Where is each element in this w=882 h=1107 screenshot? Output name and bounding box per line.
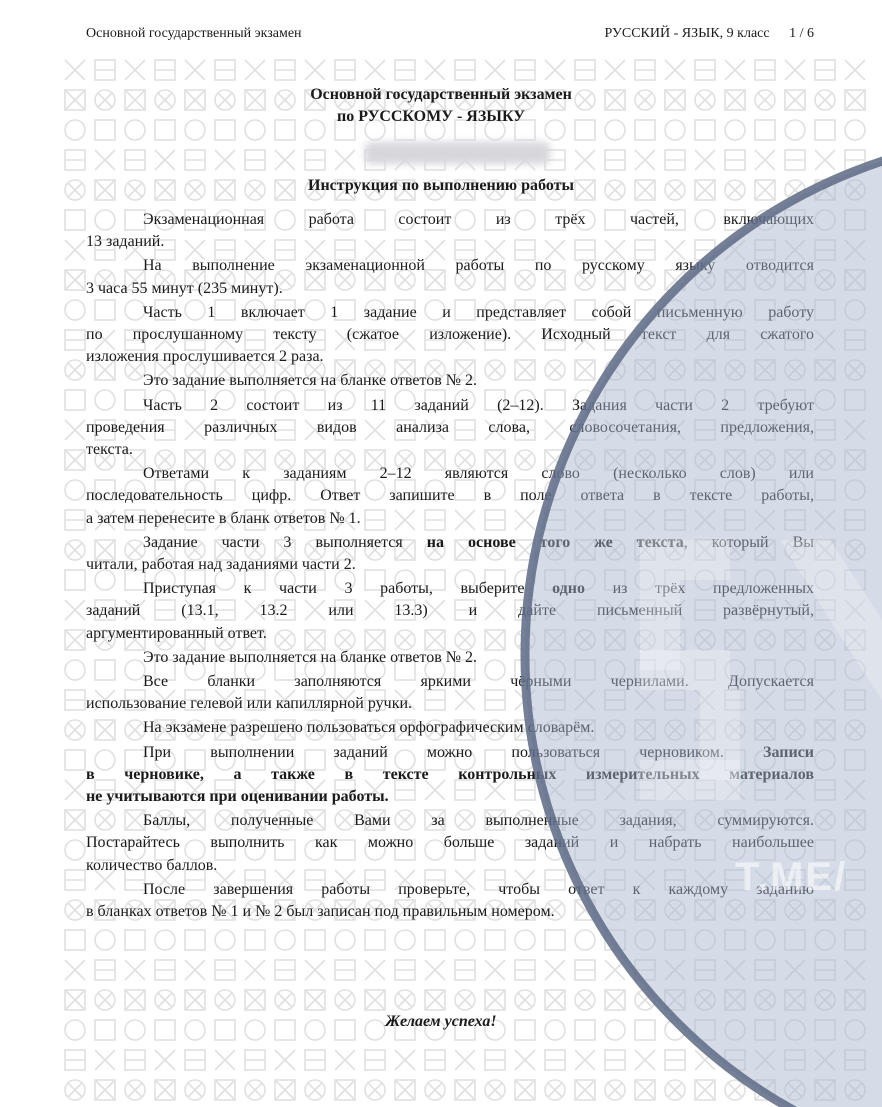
bold-text: на основе того же текста — [426, 533, 684, 551]
watermark-glyph — [305, 1050, 325, 1070]
text-line: изложения прослушивается 2 раза. — [86, 348, 324, 366]
watermark-glyph — [545, 960, 565, 980]
blurred-code — [365, 142, 550, 164]
text-span: Задание части 3 выполняется — [143, 533, 403, 551]
watermark-glyph — [425, 1050, 445, 1070]
watermark-glyph — [65, 300, 85, 320]
watermark-glyph — [845, 870, 865, 890]
text-line: последовательность цифр. Ответ запишите в поле ответа в тексте работы, — [86, 487, 814, 505]
watermark-glyph — [635, 1050, 655, 1070]
watermark-glyph — [65, 720, 85, 740]
watermark-glyph — [605, 960, 625, 980]
watermark-glyph — [845, 630, 865, 650]
watermark-glyph — [575, 930, 595, 950]
watermark-glyph — [845, 960, 865, 980]
watermark-glyph — [455, 990, 475, 1010]
paragraph — [86, 209, 814, 253]
watermark-glyph — [515, 1080, 535, 1100]
watermark-glyph — [485, 990, 505, 1010]
watermark-glyph — [545, 1050, 565, 1070]
watermark-glyph — [845, 840, 865, 860]
text-span: , который Вы — [683, 533, 815, 551]
watermark-glyph — [245, 60, 265, 80]
text-line: не учитываются при оценивании работы. — [86, 788, 389, 806]
watermark-glyph — [605, 150, 625, 170]
text-line: использование гелевой или капиллярной ручки. — [86, 695, 413, 713]
text-line: 13 заданий. — [86, 233, 165, 251]
watermark-glyph — [95, 1050, 115, 1070]
watermark-glyph — [335, 1080, 355, 1100]
watermark-glyph — [845, 930, 865, 950]
watermark-glyph — [215, 990, 235, 1010]
instructions-body — [86, 209, 814, 925]
watermark-glyph — [635, 990, 655, 1010]
text-line: заданий (13.1, 13.2 или 13.3) и дайте письменный развёрнутый, — [86, 602, 814, 620]
watermark-glyph — [815, 960, 835, 980]
watermark-glyph — [845, 540, 865, 560]
watermark-glyph — [845, 660, 865, 680]
watermark-glyph — [515, 60, 535, 80]
text-line: а затем перенесите в бланк ответов № 1. — [86, 509, 361, 527]
watermark-glyph — [245, 990, 265, 1010]
paragraph — [86, 671, 814, 715]
watermark-glyph — [185, 990, 205, 1010]
bold-text: одно — [552, 580, 585, 598]
paragraph — [86, 879, 814, 923]
watermark-glyph — [365, 930, 385, 950]
watermark-glyph — [845, 990, 865, 1010]
watermark-glyph — [635, 960, 655, 980]
watermark-glyph — [335, 990, 355, 1010]
text-line: На выполнение экзаменационной работы по русскому языку отводится — [143, 257, 814, 275]
paragraph — [86, 647, 814, 669]
watermark-glyph — [95, 60, 115, 80]
watermark-glyph — [485, 960, 505, 980]
watermark-glyph — [425, 990, 445, 1010]
watermark-glyph — [845, 570, 865, 590]
text-line: Постарайтесь выполнить как можно больше заданий и набрать наибольшее — [86, 834, 814, 852]
watermark-glyph — [215, 930, 235, 950]
watermark-glyph — [305, 60, 325, 80]
watermark-glyph — [815, 570, 835, 590]
text-line: Часть 2 состоит из 11 заданий (2–12). Задания части 2 требуют — [143, 396, 814, 414]
watermark-glyph — [665, 930, 685, 950]
watermark-glyph — [125, 1080, 145, 1100]
watermark-glyph — [845, 60, 865, 80]
watermark-glyph — [755, 150, 775, 170]
watermark-glyph — [665, 60, 685, 80]
watermark-glyph — [845, 810, 865, 830]
watermark-glyph — [95, 990, 115, 1010]
watermark-glyph — [755, 1050, 775, 1070]
watermark-glyph — [65, 60, 85, 80]
text-line: Экзаменационная работа состоит из трёх частей, включающих — [143, 211, 814, 228]
watermark-glyph — [815, 690, 835, 710]
watermark-glyph — [455, 1080, 475, 1100]
header-subject: РУССКИЙ - ЯЗЫК, 9 класс — [604, 26, 770, 41]
watermark-glyph — [575, 1080, 595, 1100]
watermark-glyph — [725, 960, 745, 980]
watermark-glyph — [335, 960, 355, 980]
watermark-glyph — [755, 990, 775, 1010]
watermark-glyph — [575, 990, 595, 1010]
watermark-glyph — [635, 150, 655, 170]
watermark-glyph — [125, 1050, 145, 1070]
watermark-glyph — [485, 1050, 505, 1070]
watermark-glyph — [275, 990, 295, 1010]
watermark-glyph — [485, 1080, 505, 1100]
watermark-glyph — [815, 420, 835, 440]
watermark-glyph — [665, 990, 685, 1010]
watermark-glyph — [785, 1080, 805, 1100]
watermark-glyph — [815, 300, 835, 320]
text-line: На экзамене разрешено пользоваться орфографическим словарём. — [143, 719, 595, 737]
watermark-glyph — [845, 690, 865, 710]
watermark-glyph — [65, 810, 85, 830]
watermark-glyph — [155, 960, 175, 980]
watermark-glyph — [815, 450, 835, 470]
watermark-glyph — [695, 930, 715, 950]
watermark-glyph — [65, 990, 85, 1010]
watermark-glyph — [755, 930, 775, 950]
watermark-glyph — [365, 60, 385, 80]
text-line: проведения различных видов анализа слова, словосочетания, предложения, — [86, 418, 814, 436]
watermark-glyph — [695, 990, 715, 1010]
watermark-glyph — [725, 990, 745, 1010]
watermark-glyph — [65, 660, 85, 680]
watermark-glyph — [815, 900, 835, 920]
watermark-glyph — [815, 720, 835, 740]
text-span: Приступая к части 3 работы, выберите — [143, 580, 525, 598]
watermark-glyph — [425, 960, 445, 980]
watermark-glyph — [245, 1080, 265, 1100]
text-line: аргументированный ответ. — [86, 624, 267, 642]
watermark-glyph — [515, 960, 535, 980]
paragraph — [86, 532, 814, 576]
watermark-glyph — [305, 990, 325, 1010]
watermark-glyph — [815, 390, 835, 410]
paragraph — [86, 742, 814, 809]
watermark-glyph — [845, 210, 865, 230]
watermark-glyph — [665, 150, 685, 170]
watermark-glyph — [815, 600, 835, 620]
watermark-glyph — [275, 1080, 295, 1100]
watermark-glyph — [215, 60, 235, 80]
watermark-glyph — [485, 60, 505, 80]
text-span: из трёх предложенных — [612, 580, 815, 598]
watermark-glyph — [155, 60, 175, 80]
text-line: Часть 1 включает 1 задание и представляет собой письменную работу — [143, 303, 814, 321]
watermark-glyph — [785, 990, 805, 1010]
watermark-glyph — [845, 360, 865, 380]
watermark-glyph — [575, 150, 595, 170]
watermark-glyph — [845, 300, 865, 320]
watermark-glyph — [545, 930, 565, 950]
watermark-glyph — [335, 1050, 355, 1070]
watermark-glyph — [395, 60, 415, 80]
watermark-glyph — [125, 60, 145, 80]
text-line — [86, 578, 814, 600]
paragraph — [86, 578, 814, 645]
watermark-glyph — [305, 1080, 325, 1100]
watermark-glyph — [695, 960, 715, 980]
watermark-glyph — [575, 960, 595, 980]
watermark-glyph — [845, 390, 865, 410]
watermark-glyph — [695, 60, 715, 80]
watermark-glyph — [215, 1050, 235, 1070]
paragraph — [86, 810, 814, 877]
watermark-glyph — [185, 1080, 205, 1100]
watermark-glyph — [395, 1050, 415, 1070]
text-line: Все бланки заполняются яркими чёрными чернилами. Допускается — [143, 673, 814, 691]
watermark-glyph — [605, 990, 625, 1010]
watermark-glyph — [815, 990, 835, 1010]
bold-text: Записи — [763, 743, 814, 761]
watermark-glyph — [275, 60, 295, 80]
text-line: по прослушанному тексту (сжатое изложение). Исходный текст для сжатого — [86, 326, 814, 344]
paragraph — [86, 717, 814, 739]
watermark-glyph — [845, 240, 865, 260]
watermark-glyph — [845, 510, 865, 530]
watermark-glyph — [545, 990, 565, 1010]
watermark-glyph — [815, 1080, 835, 1100]
watermark-glyph — [305, 930, 325, 950]
watermark-glyph — [185, 1050, 205, 1070]
text-span: При выполнении заданий можно пользоваться черновиком. — [143, 743, 724, 761]
watermark-glyph — [845, 900, 865, 920]
watermark-glyph — [785, 960, 805, 980]
watermark-glyph — [185, 960, 205, 980]
watermark-glyph — [275, 1050, 295, 1070]
watermark-glyph — [65, 1080, 85, 1100]
watermark-glyph — [95, 960, 115, 980]
closing-wish: Желаем успеха! — [385, 1013, 497, 1030]
watermark-glyph — [785, 930, 805, 950]
watermark-glyph — [155, 1080, 175, 1100]
watermark-glyph — [365, 1080, 385, 1100]
watermark-glyph — [215, 960, 235, 980]
watermark-glyph — [815, 480, 835, 500]
watermark-glyph — [845, 330, 865, 350]
text-line: количество баллов. — [86, 856, 218, 874]
watermark-glyph — [605, 60, 625, 80]
watermark-glyph — [125, 930, 145, 950]
text-line: читали, работая над заданиями части 2. — [86, 556, 356, 574]
watermark-glyph — [695, 1050, 715, 1070]
watermark-glyph — [65, 390, 85, 410]
watermark-glyph — [575, 60, 595, 80]
watermark-glyph — [665, 1080, 685, 1100]
watermark-glyph — [335, 150, 355, 170]
watermark-glyph — [245, 150, 265, 170]
watermark-glyph — [185, 930, 205, 950]
watermark-glyph — [665, 960, 685, 980]
instructions-title: Инструкция по выполнению работы — [308, 177, 574, 194]
watermark-glyph — [365, 960, 385, 980]
watermark-glyph — [155, 930, 175, 950]
watermark-glyph — [815, 540, 835, 560]
watermark-glyph — [155, 1050, 175, 1070]
watermark-glyph — [125, 960, 145, 980]
watermark-glyph — [605, 930, 625, 950]
watermark-glyph — [845, 1080, 865, 1100]
watermark-glyph — [95, 150, 115, 170]
text-line: 3 часа 55 минут (235 минут). — [86, 279, 283, 297]
watermark-glyph — [65, 1050, 85, 1070]
watermark-glyph — [635, 60, 655, 80]
watermark-glyph — [515, 1050, 535, 1070]
watermark-glyph — [95, 1080, 115, 1100]
watermark-glyph — [845, 780, 865, 800]
watermark-glyph — [815, 360, 835, 380]
watermark-glyph — [545, 1080, 565, 1100]
watermark-glyph — [845, 480, 865, 500]
watermark-glyph — [815, 510, 835, 530]
watermark-glyph — [725, 930, 745, 950]
watermark-glyph — [605, 1050, 625, 1070]
watermark-glyph — [515, 930, 535, 950]
watermark-glyph — [275, 960, 295, 980]
watermark-glyph — [845, 150, 865, 170]
watermark-glyph — [65, 960, 85, 980]
watermark-glyph — [725, 1050, 745, 1070]
watermark-glyph — [845, 420, 865, 440]
header-right — [589, 26, 814, 42]
text-line: Ответами к заданиям 2–12 являются слово (несколько слов) или — [143, 465, 814, 483]
watermark-glyph — [785, 150, 805, 170]
watermark-glyph — [185, 150, 205, 170]
text-line: текста. — [86, 441, 133, 459]
watermark-glyph — [755, 60, 775, 80]
watermark-glyph — [245, 930, 265, 950]
paragraph — [86, 463, 814, 530]
watermark-glyph — [815, 270, 835, 290]
watermark-glyph — [665, 1050, 685, 1070]
watermark-glyph — [395, 960, 415, 980]
watermark-glyph — [365, 990, 385, 1010]
text-line: После завершения работы проверьте, чтобы ответ к каждому заданию — [143, 880, 814, 898]
paragraph — [86, 370, 814, 392]
watermark-glyph — [605, 1080, 625, 1100]
watermark-glyph — [395, 930, 415, 950]
watermark-glyph — [245, 1050, 265, 1070]
watermark-glyph — [815, 210, 835, 230]
watermark-glyph — [725, 150, 745, 170]
watermark-glyph — [485, 930, 505, 950]
watermark-glyph — [305, 150, 325, 170]
title-line-1: Основной государственный экзамен — [310, 86, 572, 103]
watermark-glyph — [425, 1080, 445, 1100]
watermark-glyph — [575, 1050, 595, 1070]
watermark-glyph — [455, 930, 475, 950]
watermark-glyph — [215, 1080, 235, 1100]
watermark-glyph — [845, 1050, 865, 1070]
watermark-glyph — [725, 1080, 745, 1100]
watermark-glyph — [305, 960, 325, 980]
watermark-glyph — [815, 810, 835, 830]
watermark-glyph — [155, 150, 175, 170]
text-line — [86, 742, 814, 764]
watermark-glyph — [545, 60, 565, 80]
watermark-glyph — [335, 60, 355, 80]
watermark-glyph — [125, 150, 145, 170]
watermark-glyph — [815, 1050, 835, 1070]
watermark-glyph — [845, 600, 865, 620]
watermark-glyph — [245, 960, 265, 980]
title-line-2: по РУССКОМУ - ЯЗЫКУ — [337, 108, 525, 125]
watermark-glyph — [515, 990, 535, 1010]
watermark-glyph — [785, 1050, 805, 1070]
watermark-glyph — [455, 1050, 475, 1070]
watermark-glyph — [845, 750, 865, 770]
text-line — [86, 532, 814, 554]
watermark-glyph — [635, 1080, 655, 1100]
watermark-glyph — [725, 60, 745, 80]
watermark-glyph — [695, 1080, 715, 1100]
watermark-glyph — [65, 930, 85, 950]
watermark-glyph — [845, 270, 865, 290]
watermark-glyph — [365, 1050, 385, 1070]
watermark-glyph — [845, 450, 865, 470]
paragraph — [86, 302, 814, 369]
watermark-glyph — [65, 210, 85, 230]
watermark-glyph — [815, 60, 835, 80]
watermark-glyph — [815, 630, 835, 650]
watermark-glyph — [395, 990, 415, 1010]
watermark-glyph — [425, 60, 445, 80]
watermark-glyph — [455, 960, 475, 980]
watermark-glyph — [785, 60, 805, 80]
text-line: Баллы, полученные Вами за выполненные задания, суммируются. — [143, 812, 814, 830]
watermark-glyph — [695, 150, 715, 170]
watermark-glyph — [65, 150, 85, 170]
header-exam-name: Основной государственный экзамен — [86, 26, 302, 41]
watermark-glyph — [815, 780, 835, 800]
watermark-glyph — [395, 1080, 415, 1100]
watermark-glyph — [425, 930, 445, 950]
watermark-glyph — [275, 150, 295, 170]
watermark-glyph — [815, 930, 835, 950]
watermark-glyph — [125, 990, 145, 1010]
page-number: 1 / 6 — [789, 26, 814, 41]
watermark-glyph — [335, 930, 355, 950]
watermark-glyph — [455, 60, 475, 80]
watermark-glyph — [815, 750, 835, 770]
text-line: Это задание выполняется на бланке ответов № 2. — [143, 372, 478, 390]
text-line: в черновике, а также в тексте контрольных измерительных материалов — [86, 765, 814, 783]
watermark-glyph — [845, 720, 865, 740]
watermark-glyph — [755, 1080, 775, 1100]
paragraph — [86, 395, 814, 462]
watermark-glyph — [755, 960, 775, 980]
paragraph — [86, 255, 814, 299]
watermark-glyph — [815, 660, 835, 680]
watermark-glyph — [215, 150, 235, 170]
text-line: в бланках ответов № 1 и № 2 был записан под правильным номером. — [86, 903, 555, 921]
watermark-glyph — [155, 990, 175, 1010]
watermark-glyph — [635, 930, 655, 950]
text-line: Это задание выполняется на бланке ответов № 2. — [143, 648, 478, 666]
overlay-text: T.ME/ — [735, 855, 848, 899]
watermark-glyph — [275, 930, 295, 950]
watermark-glyph — [815, 150, 835, 170]
watermark-glyph — [95, 930, 115, 950]
watermark-glyph — [185, 60, 205, 80]
watermark-glyph — [815, 240, 835, 260]
watermark-glyph — [815, 330, 835, 350]
